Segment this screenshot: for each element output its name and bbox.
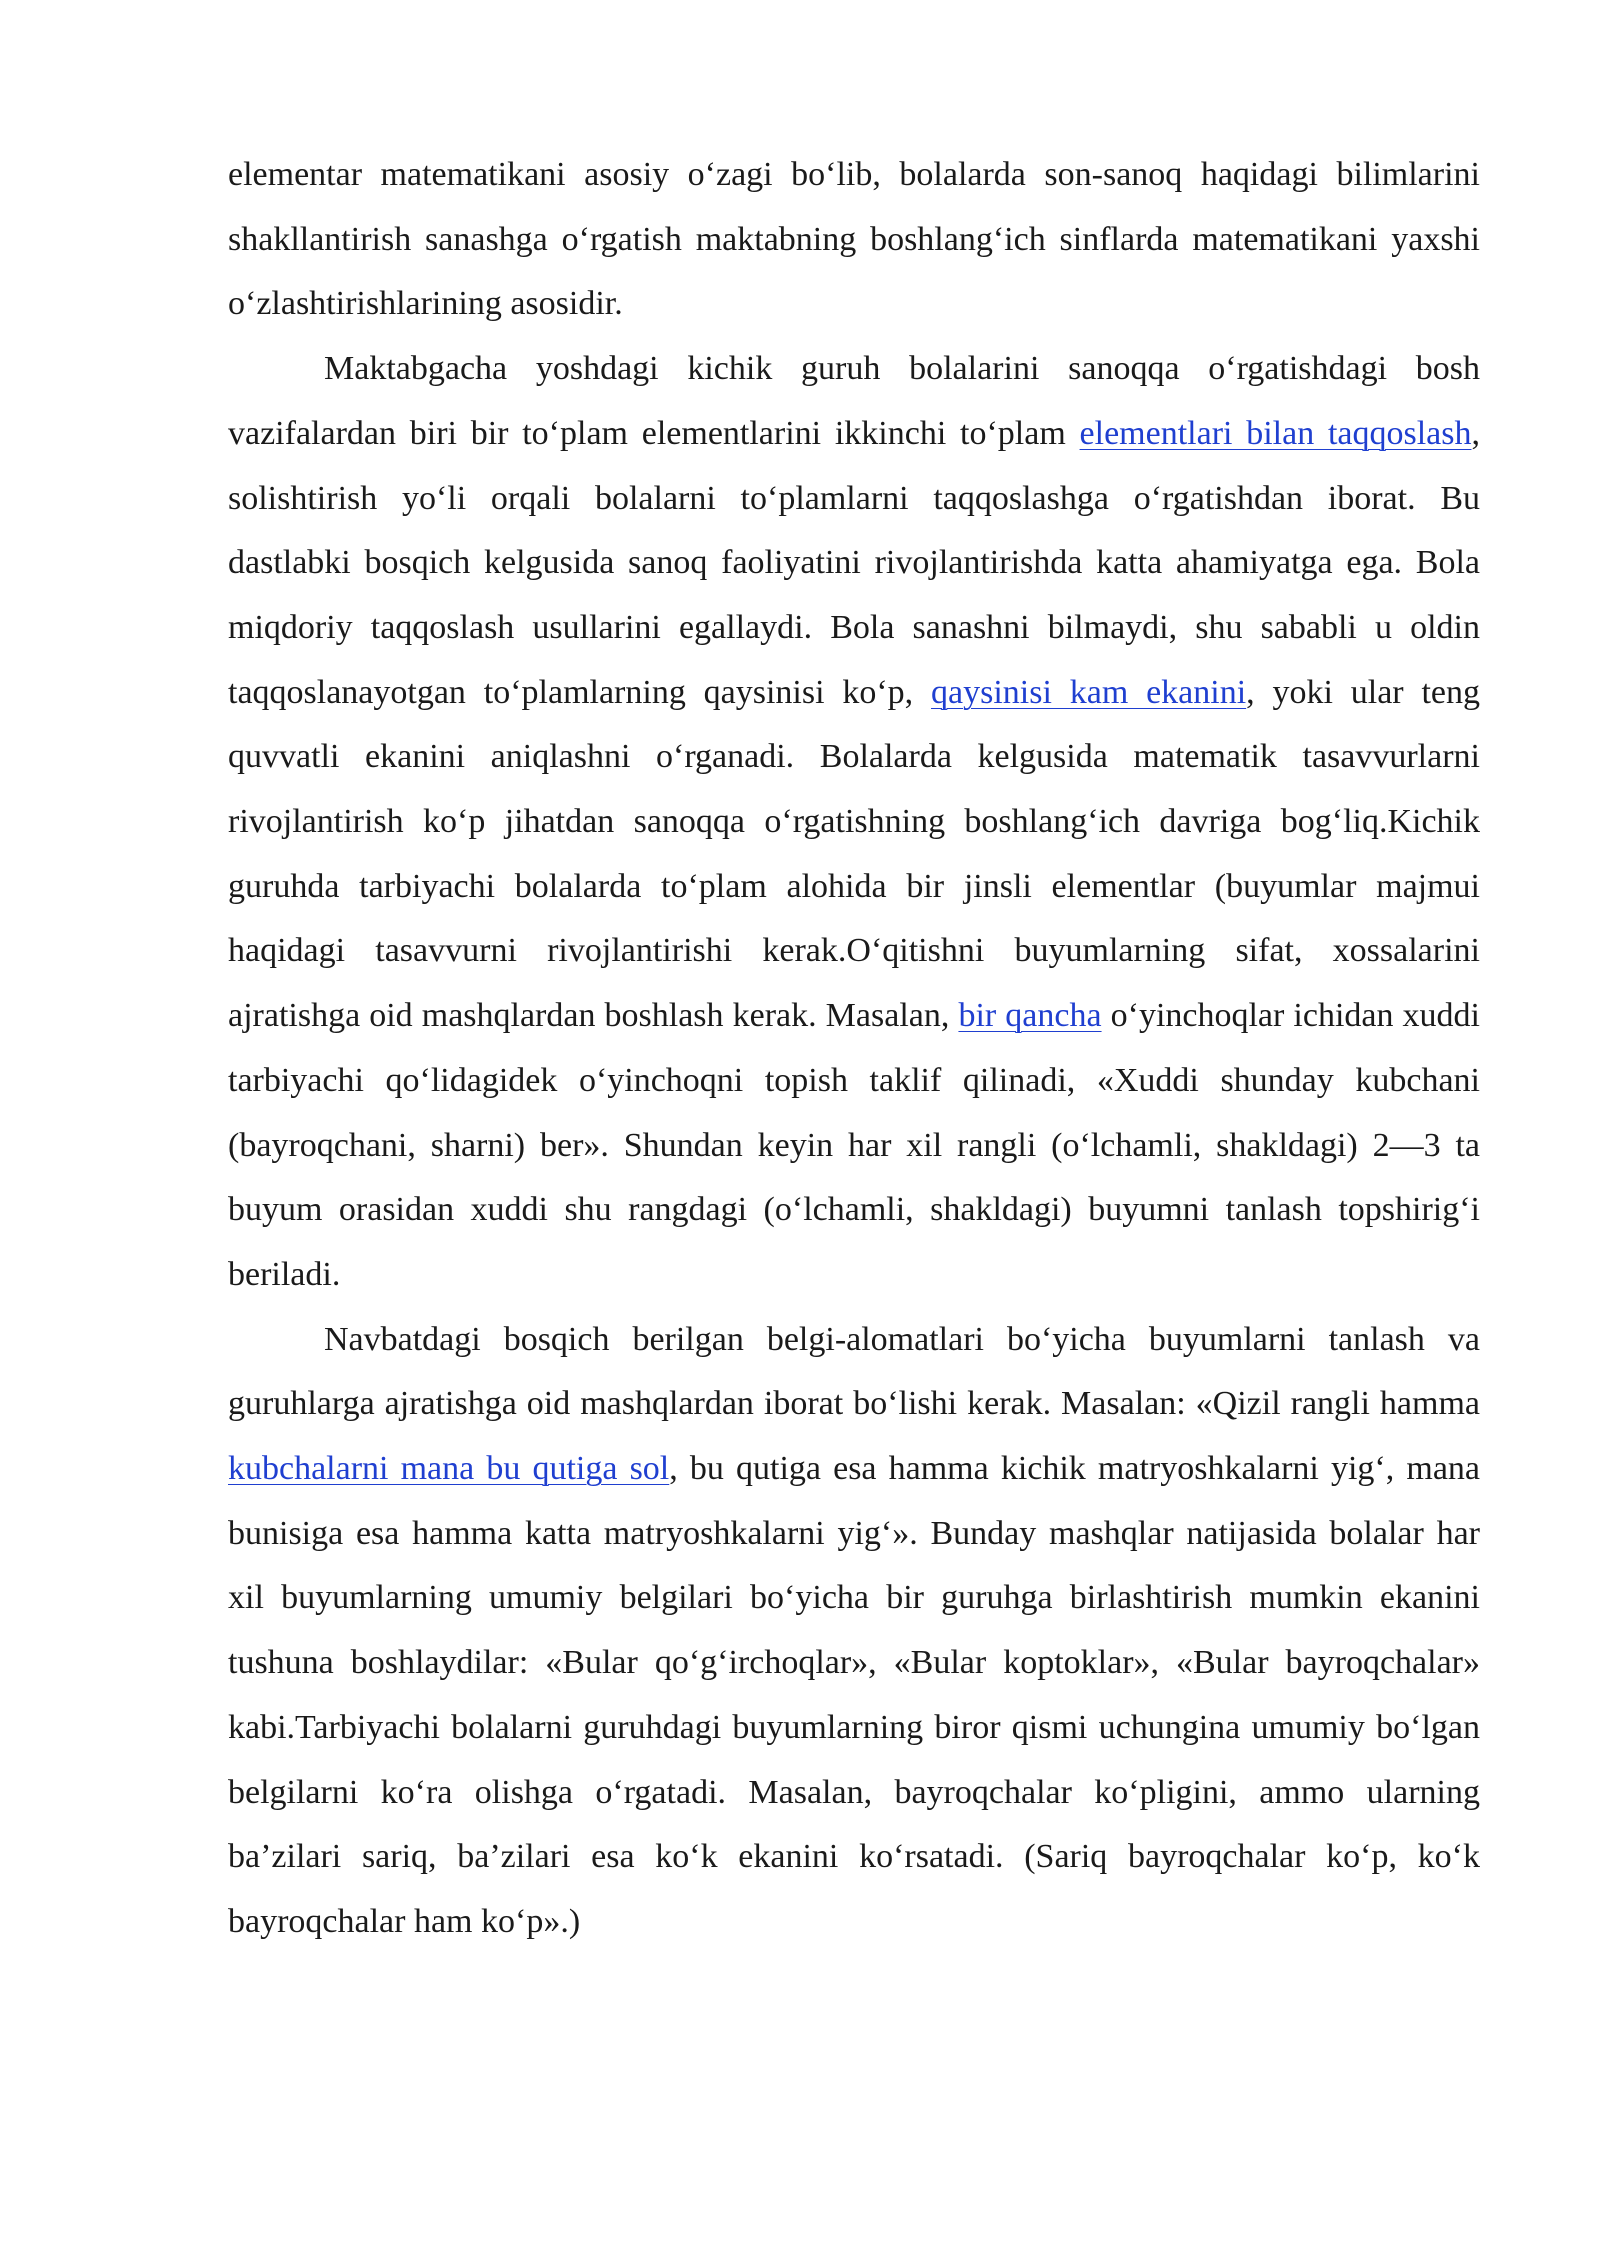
paragraph-text: , yoki ular teng quvvatli ekanini aniqlashni o‘rganadi. Bolalarda kelgusida matematik tasavvurlarni rivojlantirish ko‘p jihatdan sanoqqa o‘rgatishning boshlang‘ich davriga bog‘liq.Kichik guruhda tarbiyachi bolalarda to‘plam alohida bir jinsli elementlar (buyumlar majmui haqidagi tasavvurni rivojlantirishi kerak.O‘qitishni buyumlarning sifat, xossalarini ajratishga oid mashqlardan boshlash kerak. Masalan,: [228, 673, 1480, 1035]
paragraph-text: Navbatdagi bosqich berilgan belgi-alomatlari bo‘yicha buyumlarni tanlash va guruhlarga ajratishga oid mashqlardan iborat bo‘lishi kerak. Masalan: «Qizil rangli hamma: [228, 1320, 1480, 1423]
document-page: [228, 143, 1480, 1955]
link-bir-qancha[interactable]: bir qancha: [958, 997, 1102, 1035]
paragraph-text: , solishtirish yo‘li orqali bolalarni to‘plamlarni taqqoslashga o‘rgatishdan iborat. Bu dastlabki bosqich kelgusida sanoq faoliyatini rivojlantirishda katta ahamiyatga ega. Bola miqdoriy taqqoslash usullarini egallaydi. Bola sanashni bilmaydi, shu sababli u oldin taqqoslanayotgan to‘plamlarning qaysinisi ko‘p,: [228, 414, 1480, 711]
paragraph-text: o‘yinchoqlar ichidan xuddi tarbiyachi qo‘lidagidek o‘yinchoqni topish taklif qilinadi, «Xuddi shunday kubchani (bayroqchani, sharni) ber». Shundan keyin har xil rangli (o‘lchamli, shakldagi) 2—3 ta buyum orasidan xuddi shu rangdagi (o‘lchamli, shakldagi) buyumni tanlash topshirig‘i beriladi.: [228, 997, 1481, 1293]
paragraph-1: [228, 143, 1480, 337]
paragraph-3: [228, 1308, 1480, 1955]
paragraph-text: , bu qutiga esa hamma kichik matryoshkalarni yig‘, mana bunisiga esa hamma katta matryoshkalarni yig‘». Bunday mashqlar natijasida bolalar har xil buyumlarning umumiy belgilari bo‘yicha bir guruhga birlashtirish mumkin ekanini tushuna boshlaydilar: «Bular qo‘g‘irchoqlar», «Bular koptoklar», «Bular bayroqchalar» kabi.Tarbiyachi bolalarni guruhdagi buyumlarning biror qismi uchungina umumiy bo‘lgan belgilarni ko‘ra olishga o‘rgatadi. Masalan, bayroqchalar ko‘pligini, ammo ularning ba’zilari sariq, ba’zilari esa ko‘k ekanini ko‘rsatadi. (Sariq bayroqchalar ko‘p, ko‘k bayroqchalar ham ko‘p».): [228, 1450, 1480, 1940]
link-elementlari-bilan-taqqoslash[interactable]: elementlari bilan taqqoslash: [1079, 414, 1472, 452]
link-kubchalarni-mana-bu-qutiga-sol[interactable]: kubchalarni mana bu qutiga sol: [228, 1450, 670, 1488]
paragraph-text: Maktabgacha yoshdagi kichik guruh bolalarini sanoqqa o‘rgatishdagi bosh vazifalardan biri bir to‘plam elementlarini ikkinchi to‘plam: [228, 350, 1480, 452]
link-qaysinisi-kam-ekanini[interactable]: qaysinisi kam ekanini: [931, 673, 1247, 711]
paragraph-2: [228, 337, 1480, 1308]
paragraph-text: elementar matematikani asosiy o‘zagi bo‘lib, bolalarda son-sanoq haqidagi bilimlarini shakllantirish sanashga o‘rgatish maktabning boshlang‘ich sinflarda matematikani yaxshi o‘zlashtirishlarining asosidir.: [228, 156, 1480, 323]
